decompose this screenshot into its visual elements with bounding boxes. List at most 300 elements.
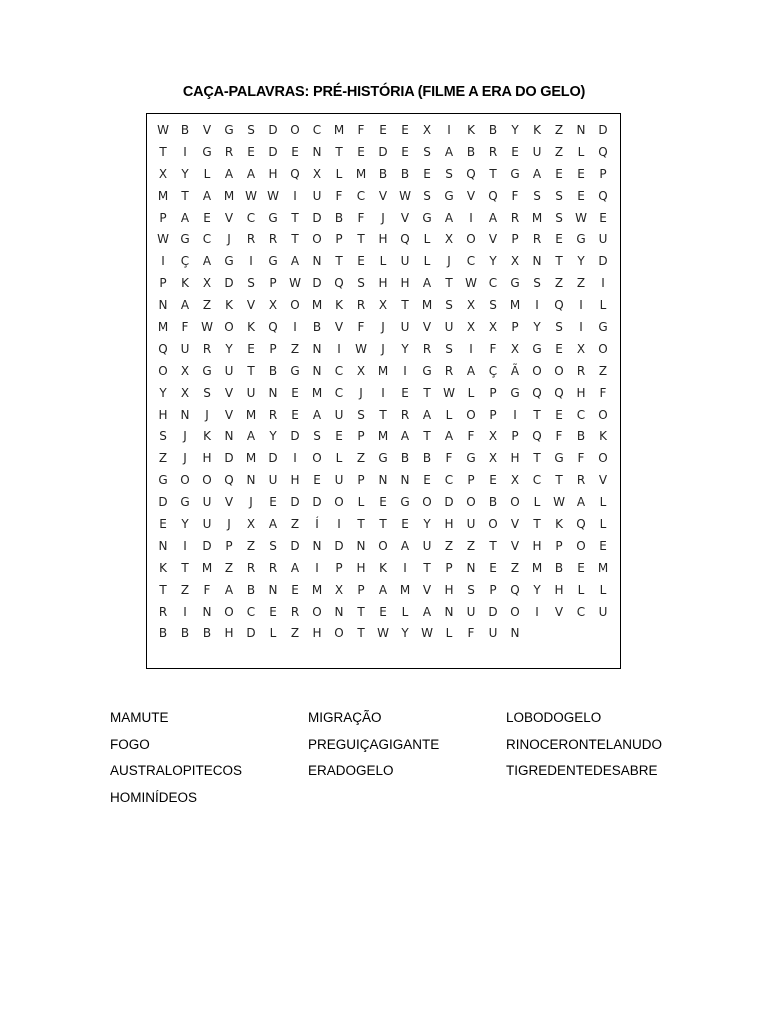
grid-letter: X [576, 341, 586, 356]
grid-letter: A [444, 144, 454, 159]
grid-letter: Q [510, 582, 520, 597]
grid-letter: P [269, 341, 277, 356]
grid-letter: Y [401, 341, 409, 356]
word-list [110, 710, 704, 817]
grid-letter: N [312, 538, 322, 553]
grid-letter: R [224, 144, 234, 159]
grid-letter: N [268, 385, 278, 400]
grid-letter: U [334, 407, 344, 422]
grid-letter: T [357, 604, 365, 619]
grid-letter: C [246, 604, 256, 619]
grid-letter: G [444, 188, 454, 203]
word-list-item: HOMINÍDEOS [110, 790, 198, 806]
grid-letter: L [423, 232, 431, 247]
grid-letter: U [224, 363, 234, 378]
grid-letter: I [579, 320, 583, 335]
grid-letter: V [598, 473, 608, 488]
grid-letter: G [576, 232, 586, 247]
grid-letter: E [379, 123, 387, 137]
grid-letter: L [335, 451, 343, 466]
grid-letter: R [290, 604, 300, 619]
grid-letter: O [290, 298, 300, 313]
grid-letter: A [290, 560, 300, 575]
grid-letter: N [224, 429, 234, 444]
grid-letter: O [598, 407, 608, 422]
grid-letter: U [202, 495, 212, 510]
grid-letter: H [224, 626, 234, 641]
grid-letter: Q [598, 144, 608, 159]
grid-letter: O [312, 451, 322, 466]
grid-letter: L [599, 582, 607, 597]
grid-letter: M [311, 298, 323, 313]
grid-letter: D [312, 495, 322, 510]
grid-letter: X [444, 232, 454, 247]
grid-letter: T [533, 517, 541, 532]
grid-letter: L [379, 254, 387, 269]
grid-letter: J [447, 254, 451, 269]
word-list-item: MIGRAÇÃO [308, 710, 382, 725]
grid-letter: U [598, 232, 608, 247]
grid-letter: O [466, 232, 476, 247]
grid-letter: S [247, 276, 255, 291]
grid-letter: N [268, 582, 278, 597]
grid-letter: A [224, 166, 234, 181]
grid-letter: C [334, 385, 344, 400]
grid-letter: R [246, 232, 256, 247]
grid-letter: A [444, 429, 454, 444]
grid-letter: S [533, 276, 541, 291]
grid-letter: T [489, 538, 497, 553]
grid-letter: Q [466, 166, 476, 181]
grid-letter: F [203, 582, 211, 597]
grid-letter: Z [466, 538, 476, 553]
grid-letter: E [555, 407, 563, 422]
grid-letter: Y [269, 429, 277, 444]
grid-letter: G [598, 320, 608, 335]
grid-letter: T [291, 232, 299, 247]
grid-letter: K [379, 560, 387, 575]
grid-letter: M [245, 451, 257, 466]
grid-letter: T [357, 517, 365, 532]
grid-letter: B [400, 451, 410, 466]
grid-letter: B [312, 320, 322, 335]
word-list-item: MAMUTE [110, 710, 169, 725]
grid-letter: W [575, 210, 587, 225]
grid-letter: H [202, 451, 212, 466]
grid-letter: X [202, 276, 212, 291]
grid-letter: L [269, 626, 277, 641]
grid-letter: E [577, 166, 585, 181]
grid-letter: H [356, 560, 366, 575]
grid-letter: I [337, 517, 341, 532]
grid-letter: E [555, 341, 563, 356]
grid-letter: A [422, 276, 432, 291]
grid-letter: E [511, 144, 519, 159]
word-list-item: LOBODOGELO [506, 710, 602, 725]
grid-letter: Q [334, 276, 344, 291]
grid-letter: A [444, 210, 454, 225]
grid-letter: X [466, 298, 476, 313]
grid-letter: I [579, 298, 583, 313]
grid-letter: W [465, 276, 477, 291]
grid-letter: P [159, 210, 167, 225]
grid-letter: L [577, 582, 585, 597]
grid-letter: I [513, 407, 517, 422]
grid-letter: Ç [488, 363, 498, 378]
grid-letter: Q [290, 166, 300, 181]
grid-letter: P [599, 166, 607, 181]
grid-letter: R [488, 144, 498, 159]
grid-letter: M [597, 560, 609, 575]
grid-letter: I [381, 385, 385, 400]
grid-letter: Y [225, 341, 233, 356]
grid-letter: E [159, 517, 167, 532]
grid-letter: V [400, 210, 410, 225]
grid-letter: I [535, 298, 539, 313]
grid-letter: Í [315, 517, 319, 532]
grid-letter: N [356, 538, 366, 553]
grid-letter: N [444, 604, 454, 619]
grid-letter: Z [224, 560, 234, 575]
grid-letter: I [183, 538, 187, 553]
grid-letter: T [423, 560, 431, 575]
grid-letter: V [224, 407, 234, 422]
grid-letter: S [269, 538, 277, 553]
grid-letter: S [445, 298, 453, 313]
grid-letter: P [489, 407, 497, 422]
grid-letter: S [555, 188, 563, 203]
grid-letter: T [489, 166, 497, 181]
grid-letter: M [245, 407, 257, 422]
grid-letter: X [488, 320, 498, 335]
grid-letter: O [598, 341, 608, 356]
grid-letter: U [444, 320, 454, 335]
grid-letter: E [247, 341, 255, 356]
grid-letter: S [489, 298, 497, 313]
grid-letter: D [378, 144, 388, 159]
grid-letter: X [180, 363, 190, 378]
grid-letter: D [224, 451, 234, 466]
grid-letter: G [400, 495, 410, 510]
grid-letter: V [510, 538, 520, 553]
grid-letter: A [378, 582, 388, 597]
grid-letter: D [158, 495, 168, 510]
grid-letter: W [553, 495, 565, 510]
grid-letter: K [599, 429, 607, 444]
grid-letter: V [466, 188, 476, 203]
grid-letter: T [423, 385, 431, 400]
grid-letter: V [224, 210, 234, 225]
grid-letter: N [312, 363, 322, 378]
grid-letter: A [400, 429, 410, 444]
grid-letter: M [333, 123, 345, 137]
grid-letter: C [488, 276, 498, 291]
grid-letter: X [488, 429, 498, 444]
grid-letter: N [576, 123, 586, 137]
grid-letter: J [227, 232, 231, 247]
grid-letter: F [511, 188, 519, 203]
grid-letter: F [555, 429, 563, 444]
grid-letter: H [268, 166, 278, 181]
grid-letter: A [180, 298, 190, 313]
grid-letter: G [422, 210, 432, 225]
grid-letter: U [268, 473, 278, 488]
grid-letter: W [377, 626, 389, 641]
grid-letter: S [445, 341, 453, 356]
grid-letter: Z [510, 560, 520, 575]
word-search-grid [152, 120, 614, 667]
grid-letter: S [423, 188, 431, 203]
grid-letter: R [444, 363, 454, 378]
grid-letter: T [379, 407, 387, 422]
grid-letter: D [268, 123, 278, 137]
grid-letter: M [509, 298, 521, 313]
grid-letter: X [356, 363, 366, 378]
grid-letter: K [533, 123, 541, 137]
grid-letter: E [401, 144, 409, 159]
grid-letter: L [533, 495, 541, 510]
grid-letter: A [422, 604, 432, 619]
grid-letter: N [466, 560, 476, 575]
grid-letter: J [183, 429, 187, 444]
grid-letter: Ç [180, 254, 190, 269]
grid-letter: Q [400, 232, 410, 247]
grid-letter: B [158, 626, 168, 641]
grid-letter: C [334, 363, 344, 378]
grid-letter: L [203, 166, 211, 181]
grid-letter: R [510, 210, 520, 225]
grid-letter: B [554, 560, 564, 575]
grid-letter: T [357, 626, 365, 641]
grid-letter: L [357, 495, 365, 510]
grid-letter: B [334, 210, 344, 225]
grid-letter: E [423, 166, 431, 181]
grid-letter: H [576, 385, 586, 400]
grid-letter: I [183, 144, 187, 159]
grid-letter: C [246, 210, 256, 225]
grid-letter: B [180, 123, 190, 137]
grid-letter: E [599, 210, 607, 225]
grid-letter: I [293, 320, 297, 335]
grid-letter: A [224, 582, 234, 597]
grid-letter: X [510, 254, 520, 269]
grid-letter: N [180, 407, 190, 422]
grid-letter: X [268, 298, 278, 313]
grid-letter: N [312, 254, 322, 269]
grid-letter: G [224, 254, 234, 269]
grid-letter: P [511, 320, 519, 335]
grid-letter: G [158, 473, 168, 488]
grid-letter: V [510, 517, 520, 532]
grid-letter: Y [181, 166, 189, 181]
grid-letter: K [159, 560, 167, 575]
grid-letter: E [379, 604, 387, 619]
grid-letter: D [598, 123, 608, 137]
grid-letter: U [532, 144, 542, 159]
grid-letter: O [224, 604, 234, 619]
grid-letter: T [555, 254, 563, 269]
grid-letter: U [598, 604, 608, 619]
grid-letter: W [245, 188, 257, 203]
grid-letter: N [246, 473, 256, 488]
grid-letter: Q [224, 473, 234, 488]
grid-letter: L [401, 604, 409, 619]
grid-letter: X [334, 582, 344, 597]
grid-letter: Z [202, 298, 212, 313]
grid-letter: M [377, 429, 389, 444]
grid-letter: Y [533, 320, 541, 335]
word-list-item: FOGO [110, 736, 150, 752]
grid-letter: M [157, 320, 169, 335]
grid-letter: G [290, 363, 300, 378]
word-list-item: RINOCERONTELANUDO [506, 736, 663, 752]
grid-letter: A [268, 517, 278, 532]
grid-letter: E [291, 582, 299, 597]
grid-letter: Y [489, 254, 497, 269]
grid-letter: Z [444, 538, 454, 553]
grid-letter: G [510, 385, 520, 400]
grid-letter: K [555, 517, 563, 532]
grid-letter: Q [576, 517, 586, 532]
grid-letter: S [555, 320, 563, 335]
grid-letter: O [488, 517, 498, 532]
grid-letter: U [180, 341, 190, 356]
grid-letter: F [357, 123, 365, 137]
word-list-item: PREGUIÇAGIGANTE [308, 736, 440, 752]
grid-letter: D [268, 451, 278, 466]
grid-letter: X [246, 517, 256, 532]
grid-letter: S [555, 210, 563, 225]
grid-letter: T [335, 254, 343, 269]
grid-letter: R [268, 232, 278, 247]
word-search-grid-frame [146, 113, 621, 669]
grid-letter: G [532, 341, 542, 356]
grid-letter: D [290, 538, 300, 553]
grid-letter: H [378, 276, 388, 291]
grid-letter: X [422, 123, 432, 137]
grid-letter: E [401, 385, 409, 400]
grid-letter: T [247, 363, 255, 378]
grid-letter: Q [532, 385, 542, 400]
grid-letter: E [247, 144, 255, 159]
grid-letter: I [469, 341, 473, 356]
grid-letter: A [246, 429, 256, 444]
grid-letter: Q [268, 320, 278, 335]
grid-letter: O [422, 495, 432, 510]
grid-letter: T [401, 298, 409, 313]
grid-letter: B [422, 451, 432, 466]
grid-letter: R [268, 560, 278, 575]
grid-letter: T [533, 407, 541, 422]
grid-letter: V [224, 385, 234, 400]
grid-letter: P [511, 429, 519, 444]
grid-letter: F [467, 429, 475, 444]
grid-letter: F [577, 451, 585, 466]
grid-letter: P [335, 560, 343, 575]
grid-letter: W [355, 341, 367, 356]
grid-letter: U [334, 473, 344, 488]
grid-letter: E [269, 495, 277, 510]
grid-letter: A [422, 407, 432, 422]
grid-letter: Z [554, 144, 564, 159]
grid-letter: A [576, 495, 586, 510]
grid-letter: G [510, 166, 520, 181]
grid-letter: F [181, 320, 189, 335]
grid-letter: Ã [510, 363, 520, 378]
grid-letter: D [290, 429, 300, 444]
grid-letter: N [510, 626, 520, 641]
grid-letter: X [312, 166, 322, 181]
grid-letter: Q [488, 188, 498, 203]
grid-letter: M [355, 166, 367, 181]
grid-letter: A [202, 254, 212, 269]
grid-letter: D [334, 538, 344, 553]
grid-letter: V [334, 320, 344, 335]
grid-letter: I [249, 254, 253, 269]
grid-letter: P [335, 232, 343, 247]
grid-letter: S [357, 407, 365, 422]
grid-letter: U [400, 320, 410, 335]
grid-letter: Z [158, 451, 168, 466]
word-list-item: ERADOGELO [308, 763, 394, 779]
grid-letter: L [467, 385, 475, 400]
grid-letter: Z [576, 276, 586, 291]
page-title: CAÇA-PALAVRAS: PRÉ-HISTÓRIA (FILME A ERA DO GELO) [182, 84, 586, 100]
grid-letter: B [180, 626, 190, 641]
grid-letter: G [202, 363, 212, 378]
grid-letter: G [378, 451, 388, 466]
grid-letter: S [467, 582, 475, 597]
grid-letter: J [359, 385, 363, 400]
grid-letter: E [313, 473, 321, 488]
word-list-item: TIGREDENTEDESABRE [506, 763, 658, 779]
grid-letter: E [379, 495, 387, 510]
grid-letter: R [422, 341, 432, 356]
grid-letter: D [268, 144, 278, 159]
grid-letter: L [577, 144, 585, 159]
grid-letter: I [403, 560, 407, 575]
grid-letter: C [444, 473, 454, 488]
grid-letter: A [400, 538, 410, 553]
grid-letter: N [334, 604, 344, 619]
grid-letter: K [335, 298, 343, 313]
grid-letter: O [180, 473, 190, 488]
grid-letter: E [489, 560, 497, 575]
grid-letter: P [489, 385, 497, 400]
grid-letter: G [510, 276, 520, 291]
grid-letter: O [466, 407, 476, 422]
grid-letter: H [554, 582, 564, 597]
grid-letter: S [357, 276, 365, 291]
grid-letter: O [510, 495, 520, 510]
grid-letter: I [601, 276, 605, 291]
grid-letter: G [180, 495, 190, 510]
grid-letter: Z [598, 363, 608, 378]
grid-letter: E [555, 166, 563, 181]
grid-letter: T [555, 473, 563, 488]
grid-letter: P [467, 473, 475, 488]
grid-letter: F [599, 385, 607, 400]
grid-letter: T [159, 144, 167, 159]
grid-letter: O [378, 538, 388, 553]
grid-letter: P [511, 232, 519, 247]
grid-letter: K [467, 123, 475, 137]
grid-letter: Z [290, 341, 300, 356]
grid-letter: T [379, 517, 387, 532]
grid-letter: S [445, 166, 453, 181]
grid-letter: I [535, 604, 539, 619]
grid-letter: M [377, 363, 389, 378]
